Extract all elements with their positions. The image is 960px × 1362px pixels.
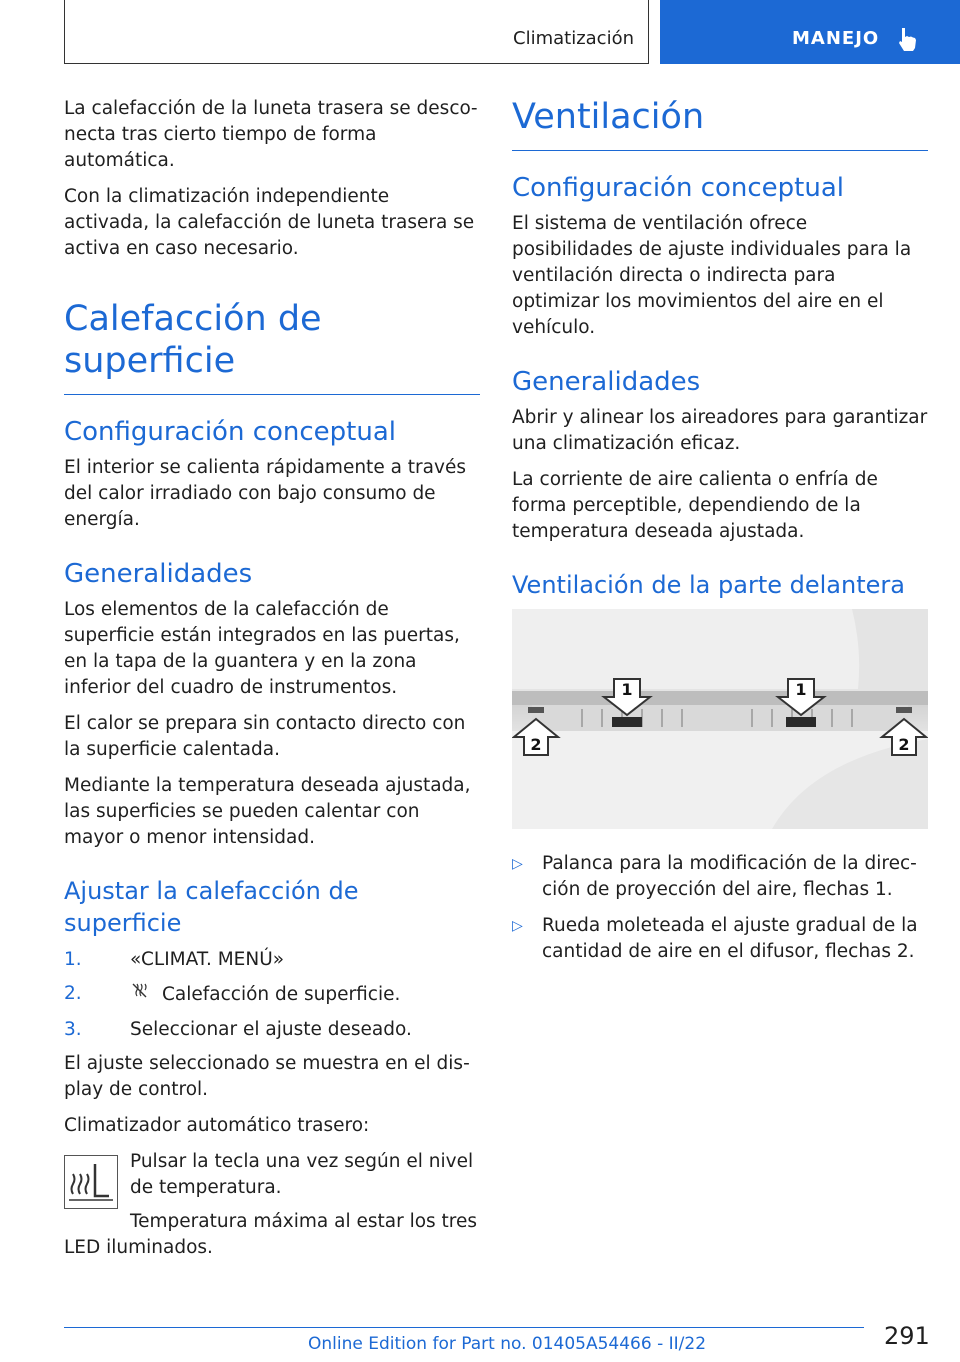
rear-climate-instruction (64, 1149, 480, 1209)
subsubsection-heading: Ventilación de la parte delantera (512, 571, 905, 599)
paragraph: Abrir y alinear los aireadores para garantizar una climatización eficaz. (512, 407, 928, 454)
step-text: Seleccionar el ajuste deseado. (130, 1019, 412, 1040)
paragraph: La corriente de aire calienta o enfría de forma perceptible, dependiendo de la temperatura deseada ajustada. (512, 469, 878, 542)
callout-label: 2 (898, 735, 910, 754)
paragraph: Climatizador automático trasero: (64, 1115, 370, 1136)
paragraph: La calefacción de la luneta trasera se desconecta tras cierto tiempo de forma automática. (64, 98, 478, 171)
list-item (512, 851, 928, 903)
paragraph: El calor se prepara sin contacto directo con la superficie calentada. (64, 713, 466, 760)
list-item (64, 947, 480, 973)
step-number: 1. (64, 949, 82, 970)
list-item (64, 981, 480, 1009)
legend-text: Rueda moleteada el ajuste gradual de la cantidad de aire en el difusor, flechas 2. (542, 915, 918, 962)
triangle-bullet-icon: ▷ (512, 918, 523, 934)
paragraph: Con la climatización independiente activada, la calefacción de luneta trasera se activa en caso necesario. (64, 186, 475, 259)
paragraph: Mediante la temperatura deseada ajustada, las superficies se pueden calentar con mayor o menor intensidad. (64, 775, 471, 848)
subsection-heading: Configuración conceptual (512, 173, 844, 203)
page-number: 291 (884, 1322, 930, 1350)
footer-divider (64, 1327, 864, 1328)
hand-pointer-icon (896, 26, 920, 56)
subsection-heading: Configuración conceptual (64, 417, 396, 447)
paragraph: El ajuste seleccionado se muestra en el display de control. (64, 1053, 470, 1100)
paragraph: El interior se calienta rápidamente a través del calor irradiado con bajo consumo de energía. (64, 457, 466, 530)
seat-heating-icon (64, 1155, 118, 1209)
header-chapter-tab (660, 0, 960, 64)
paragraph: El sistema de ventilación ofrece posibilidades de ajuste individuales para la ventilación directa o indirecta para optimizar los movimientos del aire en el vehículo. (512, 213, 912, 338)
header-section-box (64, 0, 649, 64)
legend-list (512, 851, 928, 965)
header-section-title: Climatización (513, 28, 634, 49)
step-text: Calefacción de superficie. (162, 984, 401, 1005)
subsubsection-heading: Ajustar la calefacción de superficie (64, 877, 359, 937)
callout-label: 1 (621, 680, 633, 699)
subsection-heading: Generalidades (64, 559, 253, 589)
list-item (512, 913, 928, 965)
header-chapter-title: MANEJO (792, 28, 880, 49)
callout-label: 2 (530, 735, 542, 754)
legend-text: Palanca para la modificación de la dirección de proyección del aire, flechas 1. (542, 853, 917, 900)
paragraph: Pulsar la tecla una vez según el nivel de temperatura. (130, 1151, 474, 1198)
left-column (64, 96, 480, 1271)
subsection-heading: Generalidades (512, 367, 701, 397)
triangle-bullet-icon: ▷ (512, 856, 523, 872)
footer-edition: Online Edition for Part no. 01405A54466 - II/22 (308, 1334, 707, 1354)
section-heading: Ventilación (512, 96, 928, 151)
surface-heating-icon (130, 981, 156, 1009)
step-number: 2. (64, 983, 82, 1004)
callout-label: 1 (795, 680, 807, 699)
step-number: 3. (64, 1019, 82, 1040)
step-text: «CLIMAT. MENÚ» (130, 949, 285, 970)
right-column (512, 96, 928, 975)
front-vents-photo (512, 609, 928, 829)
steps-list (64, 947, 480, 1043)
max-temp-text: Temperatura máxima al estar los tres LED iluminados. (64, 1211, 478, 1258)
paragraph: Los elementos de la calefacción de superficie están integrados en las puertas, en la tapa de la guantera y en la zona inferior del cuadro de instrumentos. (64, 599, 460, 698)
list-item (64, 1017, 480, 1043)
section-heading: Calefacción de superficie (64, 298, 480, 395)
paragraph (64, 1209, 480, 1261)
